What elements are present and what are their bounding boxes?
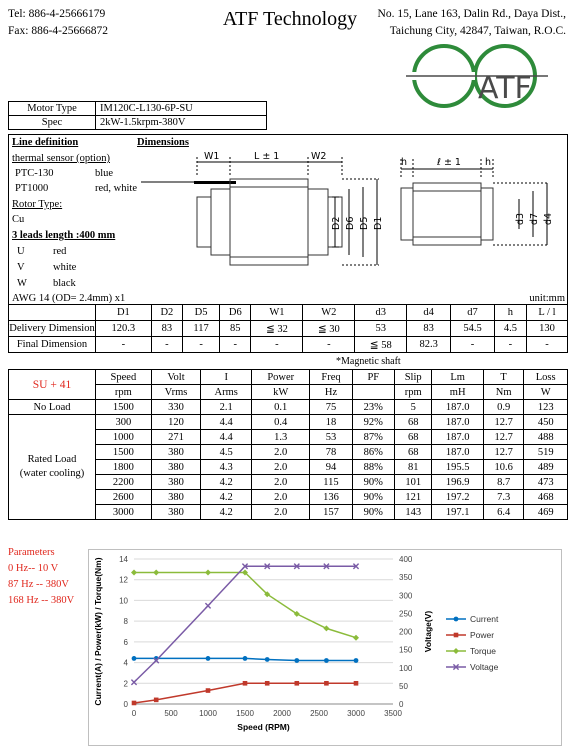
parameter-line: 168 Hz -- 380V xyxy=(8,595,75,606)
perf-cell: 4.4 xyxy=(201,430,252,445)
perf-cell: 68 xyxy=(394,445,431,460)
dim-row-label: Final Dimension xyxy=(9,337,96,353)
legend-label-voltage: Voltage xyxy=(470,662,499,672)
dim-cell: ≦ 58 xyxy=(355,337,407,353)
perf-header-cell: Lm xyxy=(432,370,483,385)
dim-cell: 117 xyxy=(183,321,220,337)
legend-marker-power xyxy=(454,633,459,638)
perf-cell: 330 xyxy=(151,400,201,415)
perf-cell: 0.4 xyxy=(252,415,310,430)
perf-cell: 380 xyxy=(151,460,201,475)
perf-cell: 2.0 xyxy=(252,460,310,475)
dim-header-cell: d7 xyxy=(451,305,495,321)
y2-tick-label: 300 xyxy=(399,591,413,601)
d7-label: d7 xyxy=(529,212,540,225)
perf-cell: 489 xyxy=(524,460,568,475)
perf-cell: 380 xyxy=(151,445,201,460)
dim-cell: - xyxy=(183,337,220,353)
perf-cell: 4.5 xyxy=(201,445,252,460)
line-definition-title: Line definition xyxy=(12,137,79,148)
dim-cell: - xyxy=(303,337,355,353)
perf-cell: 468 xyxy=(524,490,568,505)
winding-right xyxy=(308,189,328,255)
perf-cell: 136 xyxy=(310,490,352,505)
perf-cell: 23% xyxy=(352,400,394,415)
perf-cell: 0.1 xyxy=(252,400,310,415)
x-tick-label: 1000 xyxy=(199,709,217,718)
x-tick-label: 2000 xyxy=(273,709,291,718)
dim-cell: 120.3 xyxy=(96,321,152,337)
perf-unit-cell: Arms xyxy=(201,385,252,400)
perf-cell: 4.2 xyxy=(201,505,252,520)
fax-text: Fax: 886-4-25666872 xyxy=(8,25,108,37)
dim-cell: - xyxy=(220,337,251,353)
dim-header-cell: D1 xyxy=(96,305,152,321)
perf-cell: 86% xyxy=(352,445,394,460)
y-tick-label: 4 xyxy=(123,658,128,668)
thermal-sensor-label: thermal sensor (option) xyxy=(12,153,110,164)
pt1000-color: red, white xyxy=(95,183,137,194)
lead-u-name: U xyxy=(17,246,25,257)
dim-cell: - xyxy=(451,337,495,353)
perf-cell: 187.0 xyxy=(432,400,483,415)
perf-cell: 121 xyxy=(394,490,431,505)
current-point xyxy=(354,658,359,663)
parameter-line: 87 Hz -- 380V xyxy=(8,579,69,590)
x-tick-label: 1500 xyxy=(236,709,254,718)
perf-cell: 2.0 xyxy=(252,490,310,505)
perf-cell: 2.0 xyxy=(252,505,310,520)
logo-text: ATF xyxy=(478,71,532,106)
perf-cell: 90% xyxy=(352,475,394,490)
stator-drawing xyxy=(137,145,387,270)
perf-cell: 88% xyxy=(352,460,394,475)
dim-header-cell: L / l xyxy=(526,305,567,321)
rated-row-300 xyxy=(9,415,568,430)
perf-cell: 157 xyxy=(310,505,352,520)
tel-text: Tel: 886-4-25666179 xyxy=(8,8,106,20)
current-point xyxy=(294,658,299,663)
perf-cell: 4.4 xyxy=(201,415,252,430)
perf-cell: 473 xyxy=(524,475,568,490)
magnetic-shaft-note: *Magnetic shaft xyxy=(336,356,401,367)
end-winding-left xyxy=(197,197,211,247)
y2-tick-label: 100 xyxy=(399,663,413,673)
d6-label: D6 xyxy=(345,216,356,230)
perf-cell: 4.2 xyxy=(201,475,252,490)
dimensions-title: Dimensions xyxy=(137,137,189,148)
power-series-line xyxy=(134,683,356,703)
perf-cell: 187.0 xyxy=(432,430,483,445)
dim-row-label: Delivery Dimension xyxy=(9,321,96,337)
perf-cell: 1500 xyxy=(96,400,152,415)
dim-header-cell: d3 xyxy=(355,305,407,321)
perf-cell: 1500 xyxy=(96,445,152,460)
perf-header-row xyxy=(9,370,568,385)
power-point xyxy=(324,681,329,686)
dim-header-cell: D2 xyxy=(151,305,182,321)
lead-w-color: black xyxy=(53,278,76,289)
y-tick-label: 14 xyxy=(119,555,128,564)
perf-cell: 92% xyxy=(352,415,394,430)
awg-spec: AWG 14 (OD= 2.4mm) x1 xyxy=(12,293,126,304)
perf-cell: 488 xyxy=(524,430,568,445)
perf-cell: 143 xyxy=(394,505,431,520)
perf-cell: 2600 xyxy=(96,490,152,505)
perf-cell: 12.7 xyxy=(483,430,523,445)
perf-unit-cell: Hz xyxy=(310,385,352,400)
dim-header-cell: D6 xyxy=(220,305,251,321)
y2-axis-label: Voltage(V) xyxy=(423,610,433,653)
dim-cell: 130 xyxy=(526,321,567,337)
perf-cell: 94 xyxy=(310,460,352,475)
perf-cell: 2.0 xyxy=(252,445,310,460)
h-right-label: h xyxy=(485,157,492,168)
perf-cell: 197.1 xyxy=(432,505,483,520)
lead-u-color: red xyxy=(53,246,67,257)
x-tick-label: 500 xyxy=(164,709,178,718)
perf-unit-cell: kW xyxy=(252,385,310,400)
power-point xyxy=(154,698,159,703)
power-point xyxy=(354,681,359,686)
d4-label: d4 xyxy=(543,212,554,225)
legend-label-torque: Torque xyxy=(470,646,496,656)
y2-tick-label: 200 xyxy=(399,627,413,637)
motor-type-label: Motor Type xyxy=(9,102,96,116)
torque-point xyxy=(353,635,359,641)
motor-type-row xyxy=(9,102,267,116)
rotor-type-value: Cu xyxy=(12,214,25,225)
dim-cell: ≦ 32 xyxy=(251,321,303,337)
perf-cell: 120 xyxy=(151,415,201,430)
spec-value: 2kW-1.5krpm-380V xyxy=(96,116,267,130)
performance-chart xyxy=(88,549,560,744)
y-axis-label: Current(A) / Power(kW) / Torque(Nm) xyxy=(93,557,103,706)
x-tick-label: 3000 xyxy=(347,709,365,718)
d5-label: D5 xyxy=(359,216,370,230)
perf-cell: 187.0 xyxy=(432,445,483,460)
perf-cell: 2.0 xyxy=(252,475,310,490)
perf-cell: 197.2 xyxy=(432,490,483,505)
y2-tick-label: 250 xyxy=(399,609,413,619)
dim-cell: 4.5 xyxy=(494,321,526,337)
perf-header-cell: Slip xyxy=(394,370,431,385)
parameter-line: 0 Hz-- 10 V xyxy=(8,563,59,574)
perf-cell: 12.7 xyxy=(483,415,523,430)
perf-cell: 18 xyxy=(310,415,352,430)
perf-cell: 10.6 xyxy=(483,460,523,475)
ptc-label: PTC-130 xyxy=(15,168,54,179)
dim-cell: 53 xyxy=(355,321,407,337)
perf-cell: 380 xyxy=(151,475,201,490)
address-line-1: No. 15, Lane 163, Dalin Rd., Daya Dist., xyxy=(377,8,566,20)
final-dimension-row xyxy=(9,337,568,353)
company-name: ATF Technology xyxy=(222,8,358,30)
rotor-end-ring-left xyxy=(401,188,413,240)
legend-marker-current xyxy=(454,617,459,622)
address-line-2: Taichung City, 42847, Taiwan, R.O.C. xyxy=(389,25,566,37)
perf-cell: 195.5 xyxy=(432,460,483,475)
perf-cell: 469 xyxy=(524,505,568,520)
perf-cell: 7.3 xyxy=(483,490,523,505)
power-point xyxy=(132,701,137,706)
motor-spec-table xyxy=(8,101,267,130)
rated-load-line-2: (water cooling) xyxy=(19,468,85,479)
y-tick-label: 10 xyxy=(119,596,128,606)
perf-cell: 123 xyxy=(524,400,568,415)
no-load-label: No Load xyxy=(9,400,96,415)
perf-unit-cell: mH xyxy=(432,385,483,400)
voltage-point xyxy=(131,680,136,685)
perf-cell: 3000 xyxy=(96,505,152,520)
w2-label: W2 xyxy=(311,151,327,162)
d1-label: D1 xyxy=(373,216,384,230)
dim-cell: 83 xyxy=(407,321,451,337)
dim-header-cell: D5 xyxy=(183,305,220,321)
perf-cell: 187.0 xyxy=(432,415,483,430)
torque-point xyxy=(153,569,159,575)
current-point xyxy=(243,656,248,661)
perf-header-cell: I xyxy=(201,370,252,385)
w1-label: W1 xyxy=(204,151,220,162)
x-tick-label: 3500 xyxy=(384,709,402,718)
perf-cell: 450 xyxy=(524,415,568,430)
dimensions-table xyxy=(8,304,568,353)
atf-logo xyxy=(400,42,560,110)
d2-label: D2 xyxy=(331,216,342,230)
contact-info xyxy=(8,6,108,40)
motor-type-value: IM120C-L130-6P-SU xyxy=(96,102,267,116)
dim-cell: 85 xyxy=(220,321,251,337)
winding-left xyxy=(211,189,230,255)
perf-cell: 53 xyxy=(310,430,352,445)
stator-core xyxy=(230,179,308,265)
perf-header-cell: PF xyxy=(352,370,394,385)
dim-cell: - xyxy=(96,337,152,353)
perf-cell: 380 xyxy=(151,505,201,520)
dim-cell: - xyxy=(494,337,526,353)
dim-cell: - xyxy=(251,337,303,353)
perf-unit-cell: rpm xyxy=(96,385,152,400)
rated-load-label xyxy=(9,415,96,520)
dim-cell: 83 xyxy=(151,321,182,337)
voltage-series-line xyxy=(134,566,356,682)
perf-unit-cell xyxy=(352,385,394,400)
parameters-block xyxy=(8,545,74,609)
dim-cell: 82.3 xyxy=(407,337,451,353)
perf-cell: 2200 xyxy=(96,475,152,490)
perf-cell: 115 xyxy=(310,475,352,490)
parameters-title: Parameters xyxy=(8,547,55,558)
lead-v-name: V xyxy=(17,262,25,273)
perf-header-cell: Loss xyxy=(524,370,568,385)
current-point xyxy=(206,656,211,661)
spec-row xyxy=(9,116,267,130)
unit-label: unit:mm xyxy=(529,293,565,304)
perf-header-cell: Volt xyxy=(151,370,201,385)
rotor-drawing xyxy=(387,155,565,260)
ptc-color: blue xyxy=(95,168,114,179)
rotor-type-label: Rotor Type: xyxy=(12,199,63,210)
perf-unit-cell: rpm xyxy=(394,385,431,400)
perf-header-cell: Speed xyxy=(96,370,152,385)
x-tick-label: 0 xyxy=(131,709,137,718)
rotor-core xyxy=(413,183,481,245)
perf-header-cell: Power xyxy=(252,370,310,385)
perf-cell: 90% xyxy=(352,505,394,520)
perf-cell: 68 xyxy=(394,430,431,445)
perf-cell: 78 xyxy=(310,445,352,460)
legend-label-power: Power xyxy=(470,630,495,640)
legend-marker-torque xyxy=(453,648,459,654)
y2-tick-label: 50 xyxy=(399,681,408,691)
dim-header-cell: d4 xyxy=(407,305,451,321)
spec-label: Spec xyxy=(9,116,96,130)
perf-unit-cell: Vrms xyxy=(151,385,201,400)
ell-label: ℓ ± 1 xyxy=(437,157,461,168)
perf-cell: 271 xyxy=(151,430,201,445)
perf-cell: 87% xyxy=(352,430,394,445)
current-point xyxy=(324,658,329,663)
y2-tick-label: 400 xyxy=(399,555,413,564)
perf-cell: 300 xyxy=(96,415,152,430)
perf-cell: 380 xyxy=(151,490,201,505)
x-tick-label: 2500 xyxy=(310,709,328,718)
perf-cell: 196.9 xyxy=(432,475,483,490)
rated-load-line-1: Rated Load xyxy=(27,454,77,465)
torque-series-line xyxy=(134,572,356,637)
l-label: L ± 1 xyxy=(254,151,280,162)
lead-w-name: W xyxy=(17,278,27,289)
perf-unit-cell: W xyxy=(524,385,568,400)
y-tick-label: 8 xyxy=(123,617,128,627)
perf-cell: 2.1 xyxy=(201,400,252,415)
perf-cell: 4.2 xyxy=(201,490,252,505)
dim-header-row xyxy=(9,305,568,321)
power-point xyxy=(295,681,300,686)
pt1000-label: PT1000 xyxy=(15,183,49,194)
y-tick-label: 0 xyxy=(123,700,128,709)
power-point xyxy=(265,681,270,686)
leads-length: 3 leads length :400 mm xyxy=(12,230,116,241)
dim-cell: ≦ 30 xyxy=(303,321,355,337)
dim-cell: - xyxy=(151,337,182,353)
y-tick-label: 6 xyxy=(123,637,128,647)
perf-cell: 75 xyxy=(310,400,352,415)
no-load-row xyxy=(9,400,568,415)
dim-header-cell: h xyxy=(494,305,526,321)
current-point xyxy=(132,656,137,661)
h-left-label: h xyxy=(401,157,408,168)
x-axis-label: Speed (RPM) xyxy=(237,722,290,732)
voltage-point xyxy=(205,603,210,608)
dim-header-cell: W2 xyxy=(303,305,355,321)
perf-cell: 1.3 xyxy=(252,430,310,445)
torque-point xyxy=(205,569,211,575)
perf-cell: 1800 xyxy=(96,460,152,475)
company-address xyxy=(378,6,566,40)
perf-cell: 101 xyxy=(394,475,431,490)
perf-cell: 0.9 xyxy=(483,400,523,415)
dim-header-cell xyxy=(9,305,96,321)
perf-cell: 90% xyxy=(352,490,394,505)
torque-point xyxy=(131,569,137,575)
dim-cell: - xyxy=(526,337,567,353)
legend-label-current: Current xyxy=(470,614,499,624)
perf-cell: 5 xyxy=(394,400,431,415)
perf-cell: 1000 xyxy=(96,430,152,445)
y-tick-label: 2 xyxy=(123,679,128,689)
dim-header-cell: W1 xyxy=(251,305,303,321)
y2-tick-label: 150 xyxy=(399,645,413,655)
y-tick-label: 12 xyxy=(119,575,128,585)
performance-table xyxy=(8,369,568,520)
perf-header-cell: T xyxy=(483,370,523,385)
power-point xyxy=(243,681,248,686)
delivery-dimension-row xyxy=(9,321,568,337)
perf-cell: 68 xyxy=(394,415,431,430)
perf-cell: 8.7 xyxy=(483,475,523,490)
perf-cell: 519 xyxy=(524,445,568,460)
perf-cell: 4.3 xyxy=(201,460,252,475)
power-point xyxy=(206,688,211,693)
y2-tick-label: 350 xyxy=(399,573,413,583)
lead-v-color: white xyxy=(53,262,77,273)
dim-cell: 54.5 xyxy=(451,321,495,337)
perf-header-cell: Freq xyxy=(310,370,352,385)
y2-tick-label: 0 xyxy=(399,700,404,709)
perf-title: SU + 41 xyxy=(9,370,96,400)
rotor-end-ring-right xyxy=(481,188,493,240)
d3-label: d3 xyxy=(515,212,526,225)
perf-cell: 81 xyxy=(394,460,431,475)
perf-cell: 12.7 xyxy=(483,445,523,460)
perf-cell: 6.4 xyxy=(483,505,523,520)
perf-unit-cell: Nm xyxy=(483,385,523,400)
current-point xyxy=(265,657,270,662)
torque-point xyxy=(323,625,329,631)
definition-section xyxy=(8,134,568,305)
